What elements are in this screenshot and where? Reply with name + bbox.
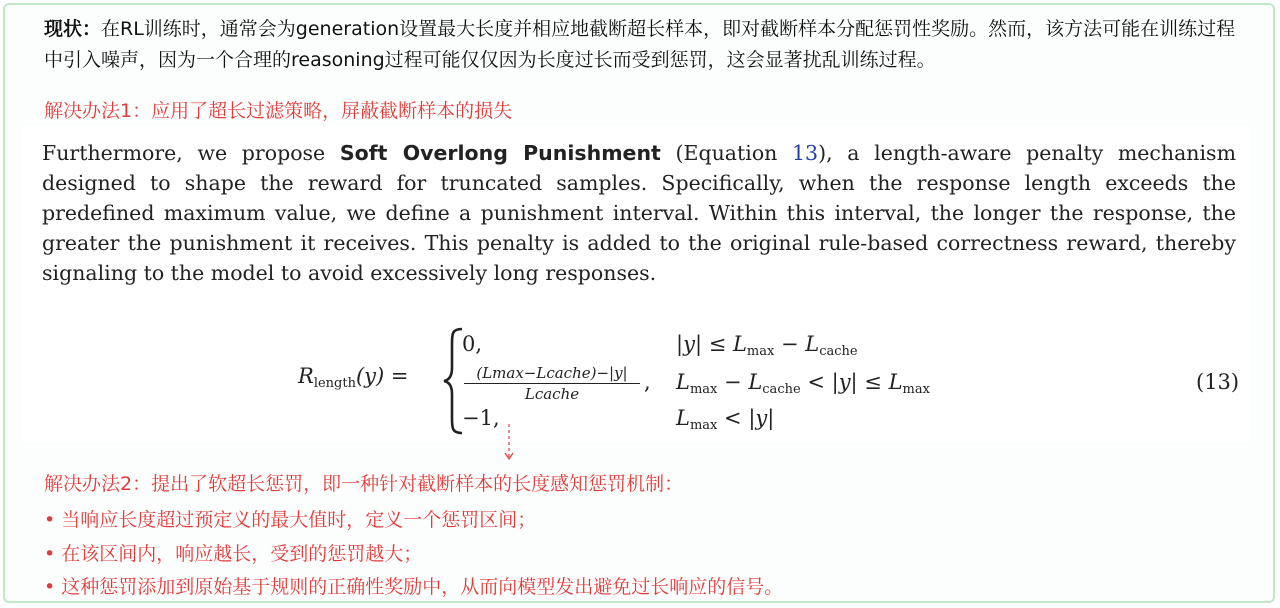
c2b: − L (717, 370, 763, 394)
intro-body: 在RL训练时，通常会为generation设置最大长度并相应地截断超长样本，即对截断样本分配惩罚性奖励。然而，该方法可能在训练过程中引入噪声，因为一个合理的reasoning过程可能仅仅因为长度过长而受到惩罚，这会显著扰乱训练过程。 (44, 18, 1236, 71)
solution-2-bullet: • 这种惩罚添加到原始基于规则的正确性奖励中，从而向模型发出避免过长响应的信号。 (44, 576, 784, 598)
c2s2: cache (762, 382, 801, 397)
down-arrow-icon (504, 424, 514, 462)
method-name: Soft Overlong Punishment (339, 141, 661, 165)
c2s1: max (689, 382, 718, 397)
c1a: |y| ≤ L (676, 332, 747, 356)
paper-paragraph (42, 138, 1236, 288)
case3-condition (676, 406, 774, 433)
para-eq-open: (Equation (660, 141, 793, 165)
intro-label: 现状： (44, 18, 102, 40)
equation-ref-link[interactable]: 13 (792, 141, 819, 165)
c3s1: max (689, 418, 718, 433)
c2s3: max (902, 382, 930, 397)
c2c: < |y| ≤ L (800, 370, 903, 394)
fraction-numerator: (Lmax−Lcache)−|y| (464, 364, 640, 384)
equation-number: (13) (1196, 370, 1240, 394)
solution-2-heading: 解决办法2：提出了软超长惩罚，即一种针对截断样本的长度感知惩罚机制： (44, 473, 684, 495)
case2-condition (676, 370, 930, 397)
solution-2-bullet: • 当响应长度超过预定义的最大值时，定义一个惩罚区间； (44, 509, 537, 531)
fraction-denominator: Lcache (524, 385, 580, 403)
para-rest: ), a length-aware penalty mechanism designed to shape the reward for truncated samples. Specifically, when the response length exceeds the predefined maximum value, we define a punishment interval. Within this interval, the longer the response, the greater the punishment it receives. This penalty is added to the original rule-based correctness reward, thereby signaling to the model to avoid excessively long responses. (42, 141, 1237, 285)
lhs-arg: (y) = (355, 364, 409, 388)
case1-value: 0, (462, 332, 483, 356)
c1s1: max (746, 344, 775, 359)
intro-text (44, 14, 1254, 76)
case3-value: −1, (462, 406, 500, 430)
paper-excerpt (22, 126, 1250, 442)
case2-comma: , (644, 370, 651, 394)
solution-1: 解决办法1：应用了超长过滤策略，屏蔽截断样本的损失 (44, 100, 513, 122)
case1-condition (676, 332, 858, 359)
equation-lhs (298, 364, 409, 391)
c2a: L (676, 370, 690, 394)
c3b: < |y| (717, 406, 775, 430)
c3a: L (676, 406, 690, 430)
c1b: − L (774, 332, 820, 356)
para-prefix: Furthermore, we propose (42, 141, 340, 165)
lhs-sub: length (313, 376, 356, 391)
c1s2: cache (819, 344, 858, 359)
solution-2-bullet: • 在该区间内，响应越长，受到的惩罚越大； (44, 543, 423, 565)
case2-fraction (464, 364, 640, 403)
lhs-r: R (298, 364, 314, 388)
